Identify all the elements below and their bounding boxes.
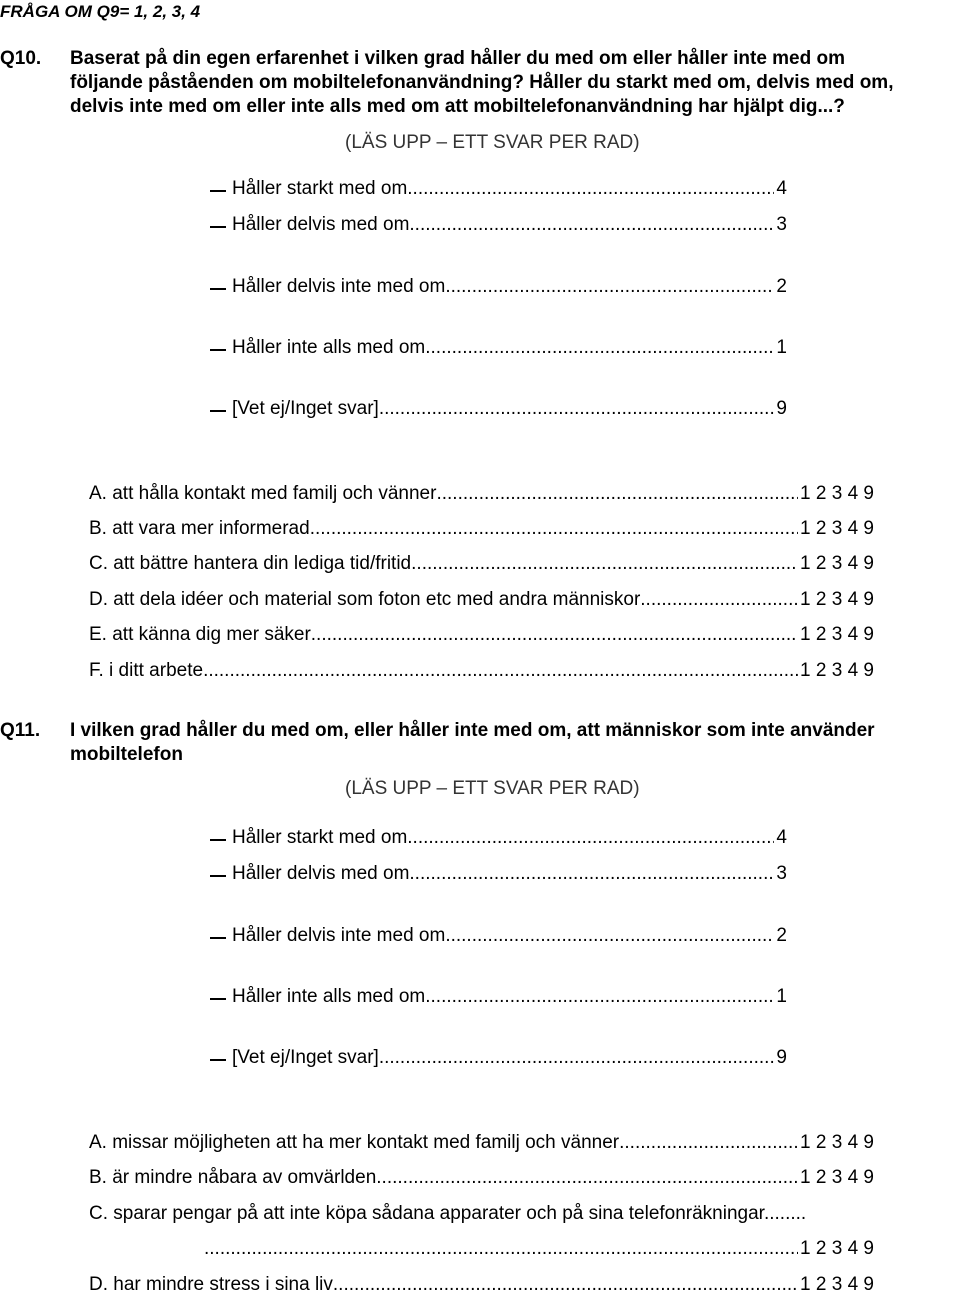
q10-scale-option: Håller starkt med om ..... 4 xyxy=(232,178,787,200)
dash-icon xyxy=(210,1059,226,1061)
q11-item: D. har mindre stress i sina liv ..... 1 2 3 4 9 xyxy=(89,1274,874,1296)
routing-note: FRÅGA OM Q9= 1, 2, 3, 4 xyxy=(0,2,201,21)
q11-question-line-1: I vilken grad håller du med om, eller håller inte med om, att människor som inte använder xyxy=(70,720,875,741)
dash-icon xyxy=(210,998,226,1000)
q10-scale-option: [Vet ej/Inget svar] ..... 9 xyxy=(232,398,787,420)
dash-icon xyxy=(210,226,226,228)
q10-number: Q10. xyxy=(0,48,42,69)
q11-scale-option: [Vet ej/Inget svar] ..... 9 xyxy=(232,1047,787,1069)
q10-scale-option: Håller inte alls med om ..... 1 xyxy=(232,337,787,359)
q11-number: Q11. xyxy=(0,720,41,741)
q11-item: A. missar möjligheten att ha mer kontakt med familj och vänner ..... 1 2 3 4 9 xyxy=(89,1132,874,1154)
q11-scale-option: Håller delvis inte med om ..... 2 xyxy=(232,925,787,947)
q10-scale-option: Håller delvis inte med om ..... 2 xyxy=(232,276,787,298)
q10-question-line-1: Baserat på din egen erfarenhet i vilken grad håller du med om eller håller inte med om xyxy=(70,48,846,69)
q10-item: B. att vara mer informerad ..... 1 2 3 4 9 xyxy=(89,518,874,540)
q11-question-line-2: mobiltelefon xyxy=(70,744,183,765)
q10-item: E. att känna dig mer säker ..... 1 2 3 4 9 xyxy=(89,624,874,646)
q11-item: B. är mindre nåbara av omvärlden ..... 1 2 3 4 9 xyxy=(89,1167,874,1189)
q10-question-line-2: följande påståenden om mobiltelefonanvändning? Håller du starkt med om, delvis med om, xyxy=(70,72,894,93)
dash-icon xyxy=(210,190,226,192)
dash-icon xyxy=(210,410,226,412)
dash-icon xyxy=(210,839,226,841)
q11-item-c-line-2: ..... 1 2 3 4 9 xyxy=(204,1238,874,1260)
q11-scale-option: Håller inte alls med om ..... 1 xyxy=(232,986,787,1008)
q11-instruction: (LÄS UPP – ETT SVAR PER RAD) xyxy=(345,778,640,799)
q10-instruction: (LÄS UPP – ETT SVAR PER RAD) xyxy=(345,132,640,153)
q11-scale-option: Håller starkt med om ..... 4 xyxy=(232,827,787,849)
q10-item: C. att bättre hantera din lediga tid/fritid ..... 1 2 3 4 9 xyxy=(89,553,874,575)
dash-icon xyxy=(210,875,226,877)
q11-item-c-line-1: C. sparar pengar på att inte köpa sådana apparater och på sina telefonräkningar........ xyxy=(89,1203,807,1224)
q11-scale-option: Håller delvis med om ..... 3 xyxy=(232,863,787,885)
q10-question-line-3: delvis inte med om eller inte alls med om att mobiltelefonanvändning har hjälpt dig...? xyxy=(70,96,845,117)
q10-item: D. att dela idéer och material som foton etc med andra människor ..... 1 2 3 4 9 xyxy=(89,589,874,611)
q10-item: A. att hålla kontakt med familj och vänner ..... 1 2 3 4 9 xyxy=(89,483,874,505)
q10-scale-option: Håller delvis med om ..... 3 xyxy=(232,214,787,236)
dash-icon xyxy=(210,349,226,351)
dash-icon xyxy=(210,288,226,290)
dash-icon xyxy=(210,937,226,939)
q10-item: F. i ditt arbete ..... 1 2 3 4 9 xyxy=(89,660,874,682)
